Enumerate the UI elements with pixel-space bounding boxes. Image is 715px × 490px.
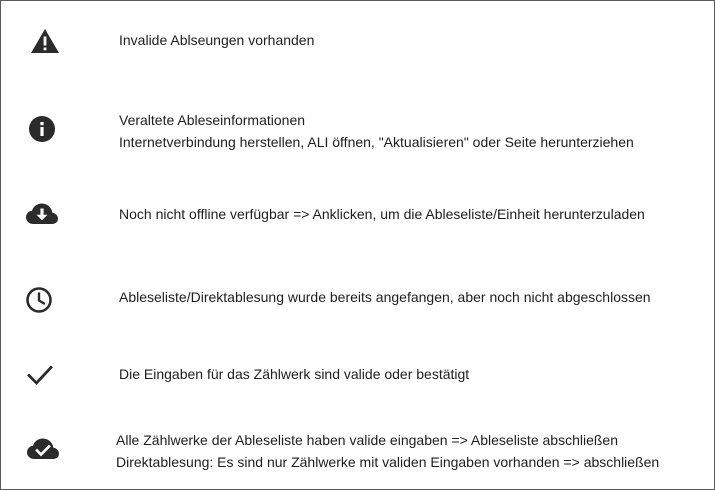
legend-line: Veraltete Ableseinformationen — [119, 112, 306, 128]
legend-line: Ableseliste/Direktablesung wurde bereits angefangen, aber noch nicht abgeschlossen — [119, 289, 651, 305]
legend-line: Noch nicht offline verfügbar => Anklicken, um die Ableseliste/Einheit herunterzuladen — [119, 206, 645, 222]
legend-item-invalid-readings — [1, 25, 714, 55]
legend-item-in-progress — [1, 284, 714, 316]
legend-text — [119, 363, 469, 385]
legend-item-offline-download — [1, 199, 714, 229]
legend-item-outdated-info — [1, 107, 714, 155]
legend-line: Die Eingaben für das Zählwerk sind valide oder bestätigt — [119, 366, 470, 382]
legend-item-ready-to-complete — [1, 427, 714, 475]
cloud-download-icon — [25, 202, 59, 226]
legend-line: Alle Zählwerke der Ableseliste haben valide eingaben => Ableseliste abschließen — [116, 432, 618, 448]
legend-text — [119, 286, 651, 308]
legend-text — [119, 109, 634, 153]
legend-text — [116, 429, 659, 473]
legend-item-valid-input — [1, 361, 714, 391]
legend-text — [119, 203, 645, 225]
warning-triangle-icon — [29, 27, 61, 55]
info-circle-icon — [28, 115, 56, 143]
legend-line: Invalide Ablseungen vorhanden — [119, 32, 315, 48]
clock-icon — [25, 286, 53, 314]
legend-line: Direktablesung: Es sind nur Zählwerke mit validen Eingaben vorhanden => abschließen — [116, 454, 660, 470]
cloud-check-icon — [26, 437, 60, 461]
checkmark-icon — [27, 364, 53, 386]
legend-text — [119, 29, 314, 51]
legend-line: Internetverbindung herstellen, ALI öffnen, "Aktualisieren" oder Seite herunterziehen — [119, 134, 634, 150]
